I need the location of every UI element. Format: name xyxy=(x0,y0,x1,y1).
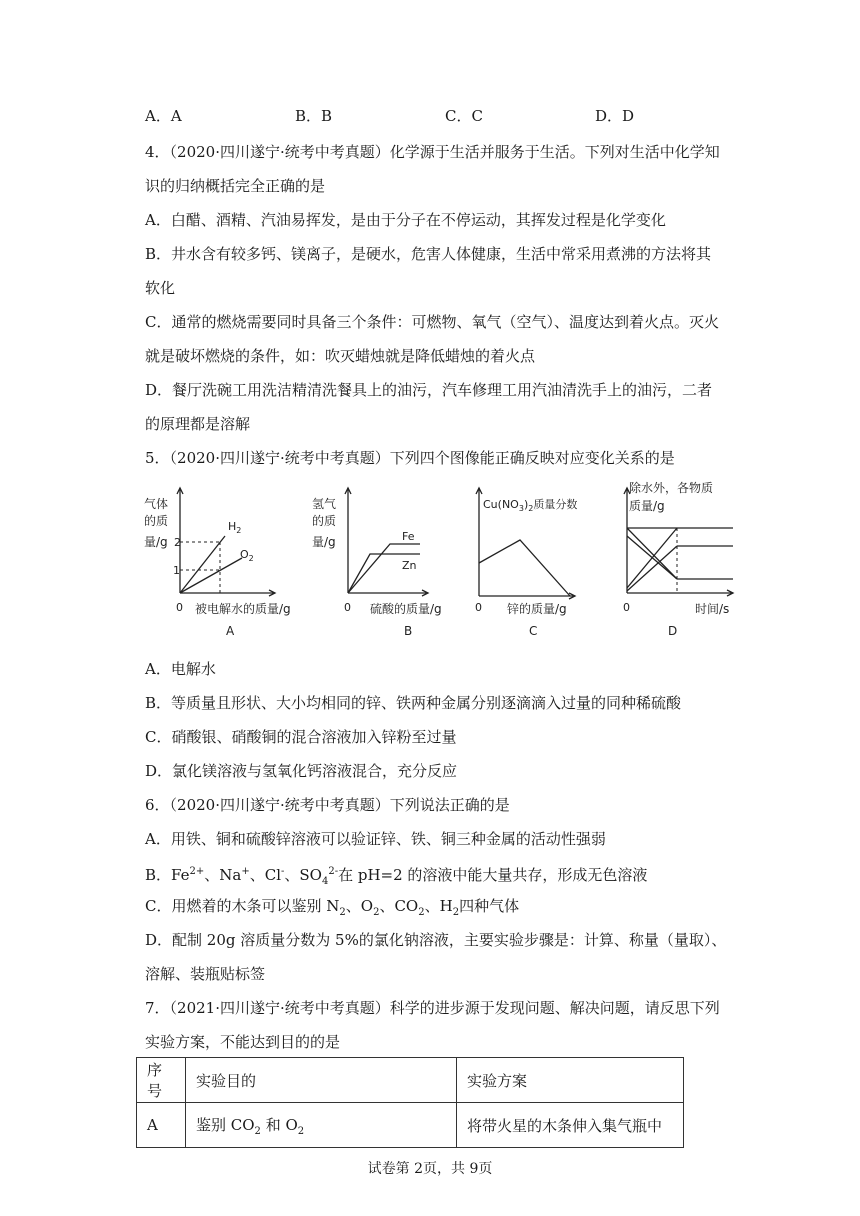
graph-a-caption: A xyxy=(226,624,235,638)
graph-d xyxy=(585,478,735,643)
q3-option-c: C．C xyxy=(445,107,483,125)
graph-c-origin: 0 xyxy=(475,601,482,614)
graph-d-ylabel-2: 质量/g xyxy=(629,499,665,513)
graph-b-origin: 0 xyxy=(344,601,351,614)
graph-a-ylabel-1: 气体 xyxy=(144,497,169,511)
q3-option-a: A．A xyxy=(145,107,182,125)
q4-option-a: A．白醋、酒精、汽油易挥发，是由于分子在不停运动，其挥发过程是化学变化 xyxy=(145,211,666,229)
q6-option-d-line2: 溶解、装瓶贴标签 xyxy=(145,965,266,983)
q5-graphs-figure xyxy=(140,478,730,643)
table-cell-purpose: 鉴别 $CO_2$ 和 $O_2$ xyxy=(186,1103,457,1148)
graph-a-ylabel-2: 的质 xyxy=(144,514,169,528)
q4-option-c-line1: C．通常的燃烧需要同时具备三个条件：可燃物、氧气（空气）、温度达到着火点。灭火 xyxy=(145,313,719,331)
q7-stem-line2: 实验方案，不能达到目的的是 xyxy=(145,1033,341,1051)
graph-c-line xyxy=(479,540,570,596)
q3-option-d: D．D xyxy=(595,107,635,125)
graph-d-xlabel: 时间/s xyxy=(695,602,730,616)
graph-a-ylabel-3: 量/g xyxy=(144,535,168,549)
q5-stem: 5．（2020·四川遂宁·统考中考真题）下列四个图像能正确反映对应变化关系的是 xyxy=(145,449,675,467)
graph-b-xlabel: 硫酸的质量/g xyxy=(370,602,442,616)
q4-option-c-line2: 就是破坏燃烧的条件，如：吹灭蜡烛就是降低蜡烛的着火点 xyxy=(145,347,536,365)
graph-d-ylabel-1: 除水外，各物质 xyxy=(629,481,714,495)
q6-option-c: C．用燃着的木条可以鉴别 $N_2$、$O_2$、$CO_2$、$H_2$四种气体 xyxy=(145,897,520,918)
q4-option-d-line2: 的原理都是溶解 xyxy=(145,415,251,433)
table-header-row xyxy=(137,1058,684,1103)
graph-b-caption: B xyxy=(404,624,413,638)
q4-stem-line1: 4．（2020·四川遂宁·统考中考真题）化学源于生活并服务于生活。下列对生活中化学知 xyxy=(145,143,720,161)
q3-options-row xyxy=(145,105,705,127)
graph-a-tick-1: 1 xyxy=(173,564,180,577)
q6-option-a: A．用铁、铜和硫酸锌溶液可以验证锌、铁、铜三种金属的活动性强弱 xyxy=(145,830,606,848)
graph-b-ylabel-3: 量/g xyxy=(312,535,336,549)
graph-a-h2-label: $H_2$ xyxy=(228,520,242,535)
graph-a-tick-2: 2 xyxy=(174,536,181,549)
graph-a-o2-label: $O_2$ xyxy=(240,548,254,563)
q6-option-b: B．$Fe^{2+}$、Na+、Cl-、$SO_4^{2-}$在 pH=2 的溶液中能大量共存，形成无色溶液 xyxy=(145,866,648,887)
graph-a-origin: 0 xyxy=(176,601,183,614)
graph-a-xlabel: 被电解水的质量/g xyxy=(195,602,291,616)
table-header-plan: 实验方案 xyxy=(457,1058,684,1103)
q5-option-c: C．硝酸银、硝酸铜的混合溶液加入锌粉至过量 xyxy=(145,728,457,746)
graph-a-h2-line xyxy=(180,536,225,593)
q6-option-d-line1: D．配制 20g 溶质量分数为 5%的氯化钠溶液，主要实验步骤是：计算、称量（量取）、 xyxy=(145,931,727,949)
graph-d-caption: D xyxy=(668,624,678,638)
table-cell-index: A xyxy=(137,1103,186,1148)
q7-experiment-table xyxy=(136,1057,684,1148)
graph-a-o2-line xyxy=(180,558,242,593)
q4-option-b-line1: B．井水含有较多钙、镁离子，是硬水，危害人体健康，生活中常采用煮沸的方法将其 xyxy=(145,245,712,263)
q4-option-d-line1: D．餐厅洗碗工用洗洁精清洗餐具上的油污，汽车修理工用汽油清洗手上的油污，二者 xyxy=(145,381,713,399)
q4-option-b-line2: 软化 xyxy=(145,279,176,297)
graph-c-xlabel: 锌的质量/g xyxy=(507,602,567,616)
q3-option-b: B．B xyxy=(295,107,333,125)
graph-b-ylabel-1: 氢气 xyxy=(312,497,337,511)
q7-stem-line1: 7．（2021·四川遂宁·统考中考真题）科学的进步源于发现问题、解决问题，请反思下列 xyxy=(145,999,720,1017)
q5-option-d: D．氯化镁溶液与氢氧化钙溶液混合，充分反应 xyxy=(145,762,458,780)
graph-b-ylabel-2: 的质 xyxy=(312,514,337,528)
graph-c xyxy=(435,478,585,643)
graph-c-ylabel: $Cu(NO_3)_2$质量分数 xyxy=(483,498,578,513)
page-footer: 试卷第 2页，共 9页 xyxy=(367,1161,493,1177)
table-row xyxy=(137,1103,684,1148)
q5-option-a: A．电解水 xyxy=(145,660,216,678)
graph-b-zn-label: Zn xyxy=(402,559,417,572)
table-header-index: 序号 xyxy=(137,1058,186,1103)
graph-a xyxy=(140,478,290,643)
q4-stem-line2: 识的归纳概括完全正确的是 xyxy=(145,177,326,195)
table-header-purpose: 实验目的 xyxy=(186,1058,457,1103)
graph-b-fe-label: Fe xyxy=(402,530,415,543)
q6-stem: 6．（2020·四川遂宁·统考中考真题）下列说法正确的是 xyxy=(145,796,510,814)
graph-b xyxy=(290,478,440,643)
graph-c-caption: C xyxy=(529,624,538,638)
table-cell-plan: 将带火星的木条伸入集气瓶中 xyxy=(457,1103,684,1148)
q5-option-b: B．等质量且形状、大小均相同的锌、铁两种金属分别逐滴滴入过量的同种稀硫酸 xyxy=(145,694,682,712)
graph-d-origin: 0 xyxy=(623,601,630,614)
